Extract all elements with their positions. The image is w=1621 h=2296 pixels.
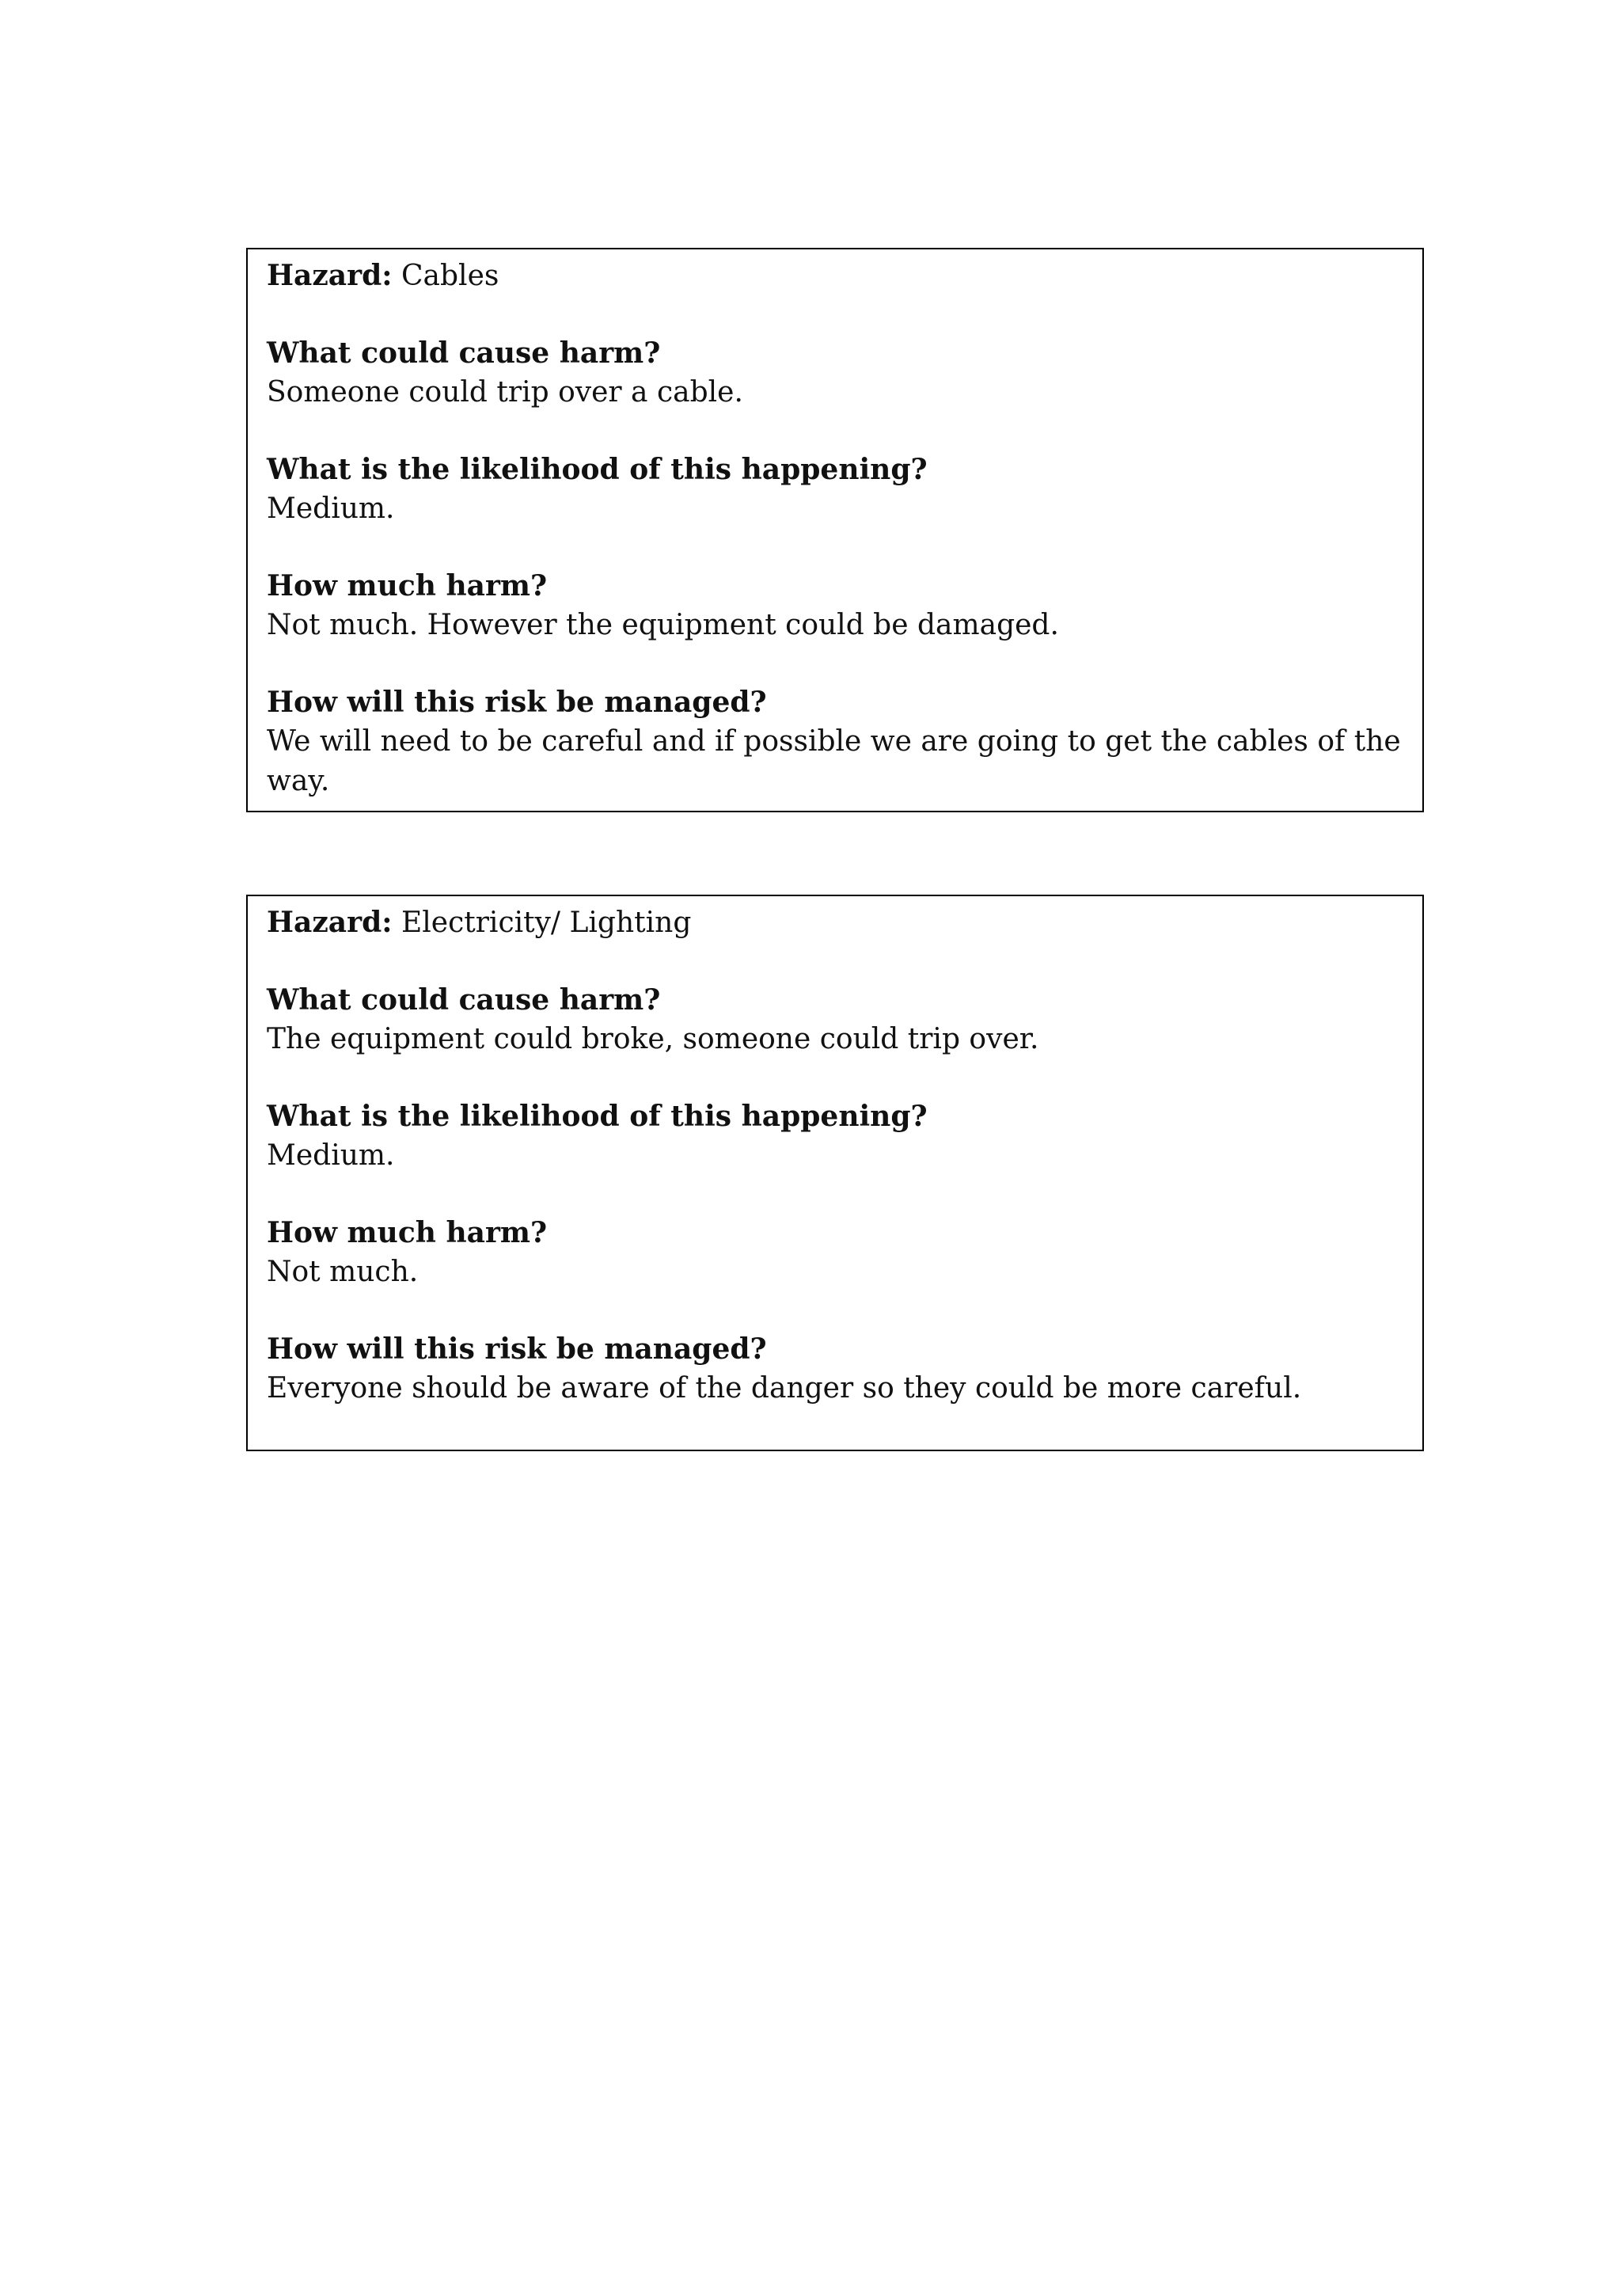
hazard-heading: [267, 256, 1403, 296]
hazard-value: Cables: [401, 260, 499, 292]
section-harm: [267, 566, 1403, 645]
answer: Not much. However the equipment could be damaged.: [267, 609, 1059, 641]
answer: The equipment could broke, someone could trip over.: [267, 1023, 1039, 1055]
question: What could cause harm?: [267, 983, 661, 1017]
section-likelihood: [267, 1097, 1403, 1176]
answer: Someone could trip over a cable.: [267, 376, 743, 409]
hazard-heading: [267, 903, 1403, 943]
hazard-label: Hazard:: [267, 906, 393, 939]
answer: Medium.: [267, 1139, 395, 1172]
question: What is the likelihood of this happening?: [267, 453, 928, 486]
section-cause: [267, 980, 1403, 1059]
question: How will this risk be managed?: [267, 686, 767, 719]
hazard-card-electricity-lighting: [246, 895, 1424, 1451]
section-management: [267, 1329, 1403, 1408]
section-management: [267, 682, 1403, 801]
question: How much harm?: [267, 1216, 548, 1249]
answer: Everyone should be aware of the danger so they could be more careful.: [267, 1372, 1302, 1405]
question: How much harm?: [267, 569, 548, 603]
hazard-value: Electricity/ Lighting: [401, 907, 692, 939]
question: How will this risk be managed?: [267, 1332, 767, 1366]
answer: Not much.: [267, 1256, 419, 1288]
question: What could cause harm?: [267, 336, 661, 370]
hazard-label: Hazard:: [267, 259, 393, 292]
section-likelihood: [267, 450, 1403, 529]
answer: We will need to be careful and if possible we are going to get the cables of the way.: [267, 725, 1401, 797]
section-cause: [267, 333, 1403, 412]
section-harm: [267, 1213, 1403, 1292]
question: What is the likelihood of this happening?: [267, 1100, 928, 1133]
answer: Medium.: [267, 492, 395, 525]
hazard-card-cables: [246, 248, 1424, 812]
